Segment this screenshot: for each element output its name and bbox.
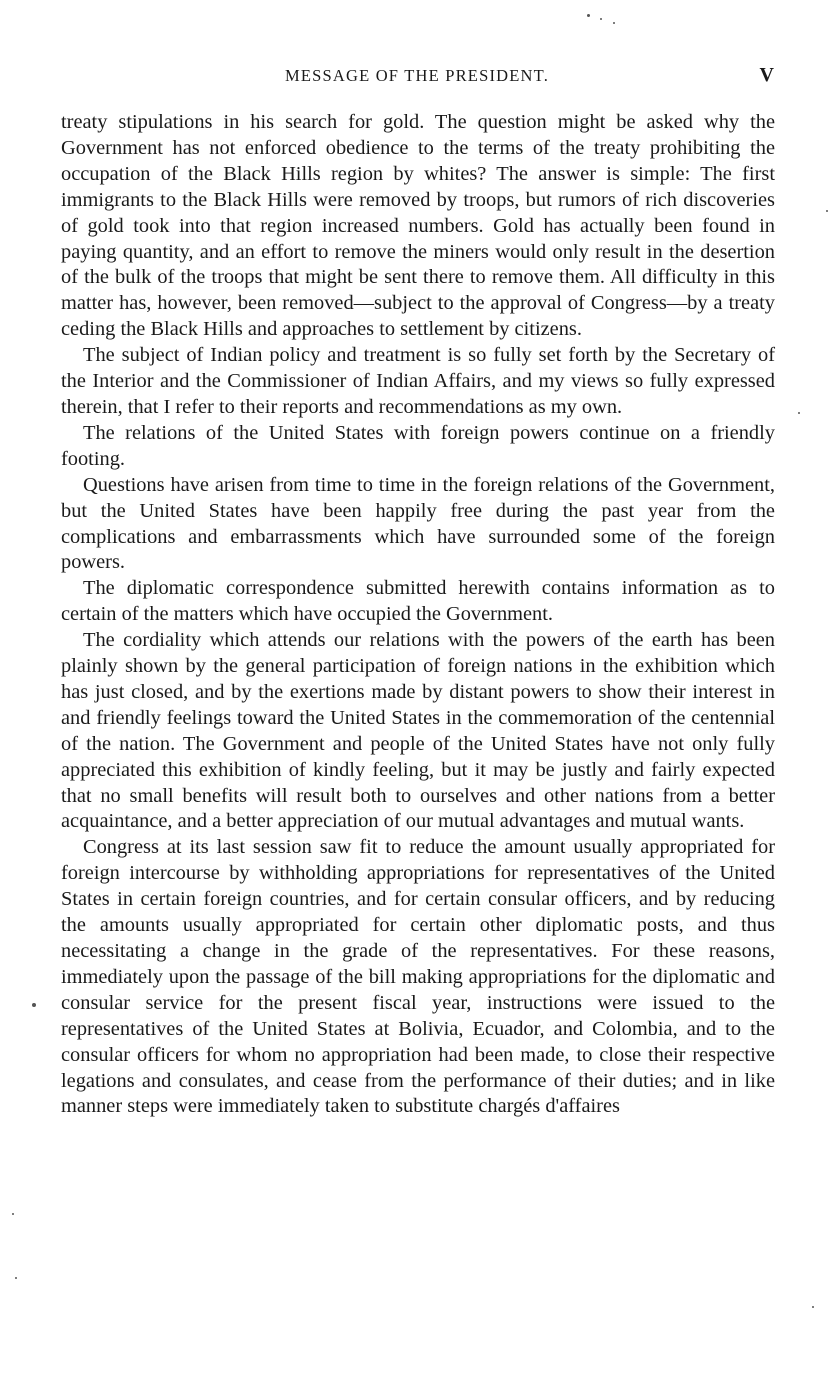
paragraph: The cordiality which attends our relations with the powers of the earth has been plainly shown by the general participation of foreign nations in the exhibition which has just closed, and by the exertions made by distant powers to show their interest in and friendly feelings toward the United States in the commemoration of the centennial of the nation. The Government and people of the United States have not only fully appreciated this exhibition of kindly feeling, but it may be justly and fairly expected that no small benefits will result both to ourselves and other nations from a better acquaintance, and a better appreciation of our mutual advantages and mutual wants. bbox=[61, 629, 775, 833]
scan-speck bbox=[587, 14, 590, 17]
paragraph: Congress at its last session saw fit to reduce the amount usually appropriated for foreign intercourse by withholding appropriations for representatives of the United States in certain foreign countries, and for certain consular officers, and by reducing the amounts usually appropriated for certain other diplomatic posts, and thus necessitating a change in the grade of the representatives. For these reasons, immediately upon the passage of the bill making appropriations for the diplomatic and consular service for the present fiscal year, instructions were issued to the representatives of the United States at Bolivia, Ecuador, and Colombia, and to the consular officers for whom no appropriation had been made, to close their respective legations and consulates, and cease from the performance of their duties; and in like manner steps were immediately taken to substitute chargés d'affaires bbox=[61, 836, 775, 1118]
paragraph: Questions have arisen from time to time in the foreign relations of the Government, but the United States have been happily free during the past year from the complications and embarrassments which have surrounded some of the foreign powers. bbox=[61, 473, 775, 574]
scan-speck bbox=[15, 1277, 17, 1279]
scan-speck bbox=[812, 1306, 814, 1308]
body-text bbox=[61, 110, 775, 1120]
page-header bbox=[60, 66, 774, 90]
scan-speck bbox=[600, 18, 602, 20]
scan-speck bbox=[32, 1003, 36, 1007]
paragraph: The subject of Indian policy and treatment is so fully set forth by the Secretary of the Interior and the Commissioner of Indian Affairs, and my views so fully expressed therein, that I refer to their reports and recommendations as my own. bbox=[61, 344, 775, 418]
scan-speck bbox=[613, 22, 615, 24]
paragraph: The diplomatic correspondence submitted herewith contains information as to certain of the matters which have occupied the Government. bbox=[61, 577, 775, 626]
scan-speck bbox=[12, 1213, 14, 1215]
paragraph: The relations of the United States with foreign powers continue on a friendly footing. bbox=[61, 421, 775, 470]
page-number: V bbox=[759, 64, 774, 86]
running-head: MESSAGE OF THE PRESIDENT. bbox=[284, 66, 550, 85]
paragraph-continued: treaty stipulations in his search for gold. The question might be asked why the Government has not enforced obedience to the terms of the treaty prohibiting the occupation of the Black Hills region by whites? The answer is simple: The first immigrants to the Black Hills were removed by troops, but rumors of rich discoveries of gold took into that region increased numbers. Gold has actually been found in paying quantity, and an effort to remove the miners would only result in the desertion of the bulk of the troops that might be sent there to remove them. All difficulty in this matter has, however, been removed—subject to the approval of Congress—by a treaty ceding the Black Hills and approaches to settlement by citizens. bbox=[61, 111, 775, 341]
scan-speck bbox=[798, 412, 800, 414]
